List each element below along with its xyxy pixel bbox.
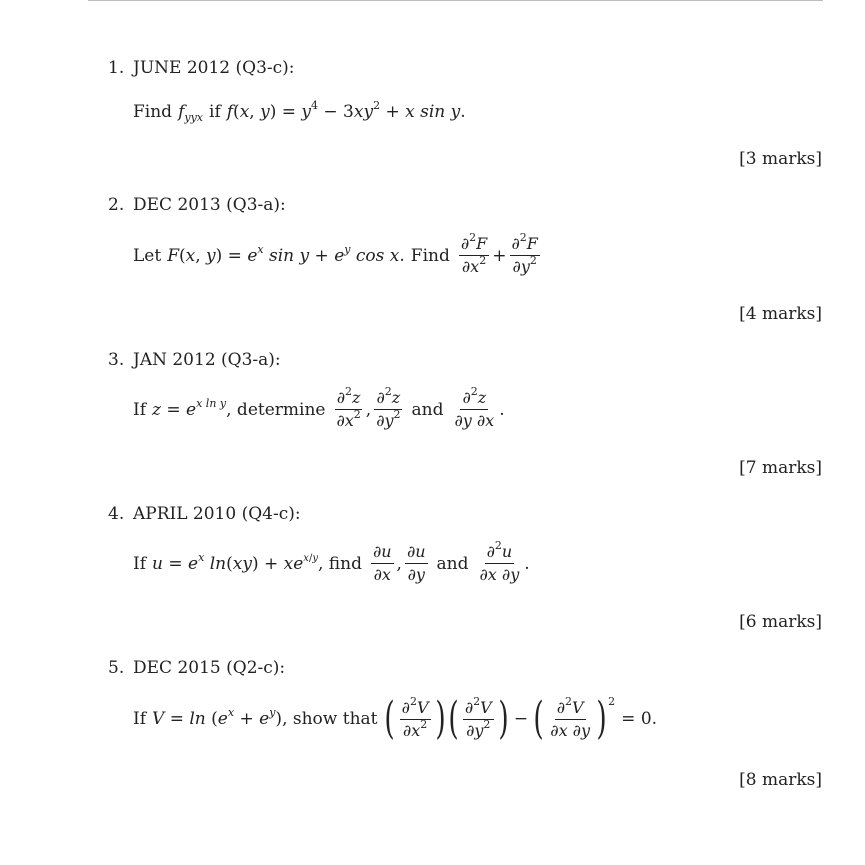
formula-V-definition: $V = \ln (e^x + e^y)$ — [152, 706, 283, 729]
question-4-body: If $u = e^x$ $\ln(xy) + xe^{x/y}$ , find $\frac{\partial u}{\partial x}$ , $\frac{\partial u}{\partial y}$ and $\frac{\partial^2u}{\partial x \partial y}$ . — [133, 539, 530, 584]
marks-label: [6 marks] — [739, 612, 822, 632]
fraction-du-dx: $\frac{\partial u}{\partial x}$ — [372, 542, 392, 584]
word-and: and — [411, 399, 444, 420]
fraction-d2V-dx2: $\frac{\partial^2V}{\partial x^2}$ — [401, 694, 429, 740]
word-if: If — [133, 399, 147, 420]
formula-u-definition: $u = e^x$ $\ln(xy) + xe^{x/y}$ — [152, 550, 318, 574]
fraction-du-dy: $\frac{\partial u}{\partial y}$ — [406, 542, 426, 584]
question-4-heading — [108, 504, 301, 524]
question-2-heading — [108, 195, 286, 215]
question-5-body: If $V = \ln (e^x + e^y)$ , show that ( $\frac{\partial^2V}{\partial x^2}$ ) ( $\frac{\partial^2V}{\partial y^2}$ ) − ( $\frac{\partial^2V}{\partial x \partial y}$ ) 2 = 0. — [133, 693, 658, 744]
fraction-d2V-dxdy: $\frac{\partial^2V}{\partial x \partial y}$ — [550, 694, 590, 740]
question-number: 5. — [108, 658, 125, 678]
formula-z-definition: $z = e^{x ln y}$ — [152, 396, 227, 420]
question-number: 2. — [108, 195, 125, 215]
formula-fyyx: $f_{yyx}$ — [178, 102, 204, 124]
fraction-d2z-dy2: $\frac{\partial^2z}{\partial y^2}$ — [376, 385, 401, 430]
fraction-d2z-dx2: $\frac{\partial^2z}{\partial x^2}$ — [336, 385, 361, 430]
question-source: JUNE 2012 (Q3-c): — [133, 58, 295, 78]
word-let: Let — [133, 245, 162, 266]
word-find: , find — [317, 553, 362, 574]
word-if: if — [209, 102, 221, 122]
question-number: 3. — [108, 350, 125, 370]
question-2-body: Let F(x, $y) = e^x$ $\sin y + e^y$ cos x. Find $\frac{\partial^2F}{\partial x^2}$ + $\frac{\partial^2F}{\partial y^2}$ — [133, 231, 538, 276]
question-5-heading — [108, 658, 285, 678]
question-number: 1. — [108, 58, 125, 78]
word-show-that: , show that — [282, 709, 378, 729]
question-3-body: If $z = e^{x ln y}$ , determine $\frac{\partial^2z}{\partial x^2}$ , $\frac{\partial^2z}{\partial y^2}$ and $\frac{\partial^2z}{\partial y \partial x}$ . — [133, 385, 505, 430]
fraction-d2F-dx2: $\frac{\partial^2F}{\partial x^2}$ — [460, 231, 488, 276]
top-rule — [88, 0, 823, 1]
question-1-heading — [108, 58, 295, 78]
formula-F-definition: F(x, $y) = e^x$ $\sin y + e^y$ cos x. — [167, 242, 405, 266]
fraction-d2z-dydx: $\frac{\partial^2z}{\partial y \partial x}$ — [454, 385, 495, 430]
formula-f-definition: f(x, $y) = y^4 - 3xy^2 + x$ sin y. — [226, 99, 466, 122]
word-and: and — [436, 553, 469, 574]
question-number: 4. — [108, 504, 125, 524]
marks-label: [3 marks] — [739, 149, 822, 169]
question-3-heading — [108, 350, 281, 370]
question-1-body — [133, 99, 466, 124]
question-source: JAN 2012 (Q3-a): — [133, 350, 281, 370]
word-if: If — [133, 553, 147, 574]
question-source: APRIL 2010 (Q4-c): — [133, 504, 301, 524]
word-find: Find — [410, 245, 450, 266]
question-source: DEC 2013 (Q3-a): — [133, 195, 286, 215]
fraction-d2u-dxdy: $\frac{\partial^2u}{\partial x \partial y}$ — [479, 539, 520, 584]
fraction-d2F-dy2: $\frac{\partial^2F}{\partial y^2}$ — [511, 231, 538, 276]
marks-label: [8 marks] — [739, 770, 822, 790]
question-source: DEC 2015 (Q2-c): — [133, 658, 286, 678]
fraction-d2V-dy2: $\frac{\partial^2V}{\partial y^2}$ — [464, 694, 492, 740]
word-determine: , determine — [226, 399, 326, 420]
marks-label: [7 marks] — [739, 458, 822, 478]
marks-label: [4 marks] — [739, 304, 822, 324]
word-find: Find — [133, 102, 173, 122]
word-if: If — [133, 709, 147, 729]
